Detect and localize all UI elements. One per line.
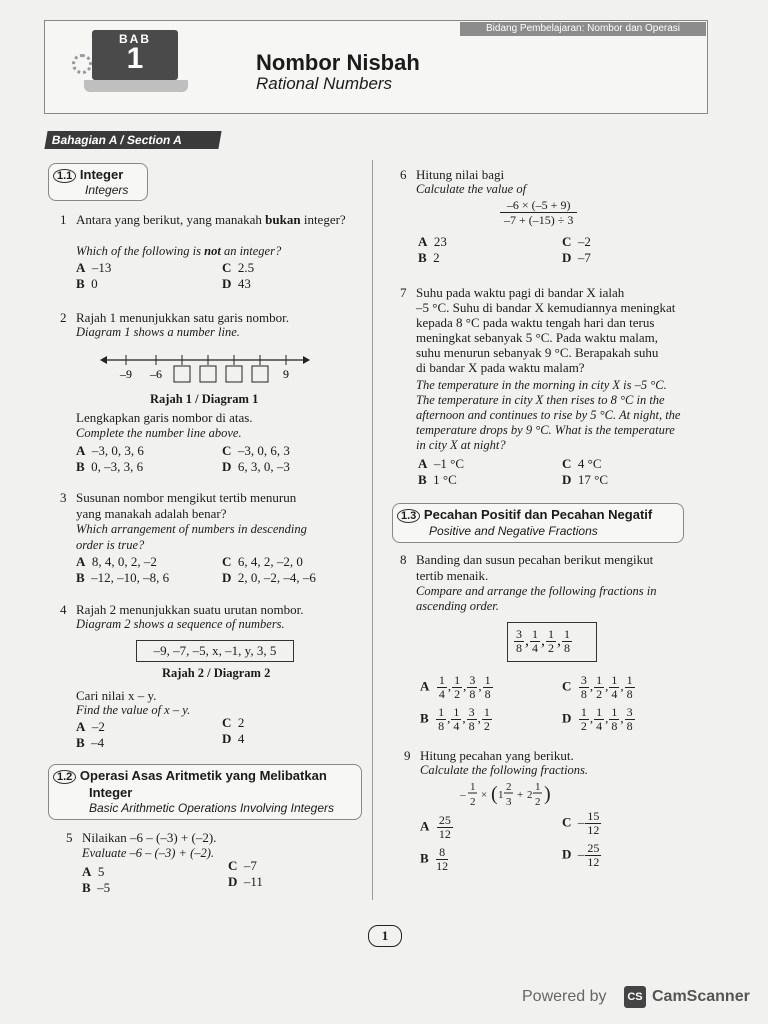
q5-option-b[interactable] [82, 880, 110, 895]
q1-en-bold: not [204, 244, 221, 258]
question-9-number: 9 [404, 748, 411, 763]
question-2-number: 2 [60, 310, 67, 325]
option-value: 4 [237, 731, 245, 746]
expression-denominator: –7 + (–15) ÷ 3 [504, 213, 574, 227]
fraction [436, 706, 446, 733]
question-2-prompt-ms: Lengkapkan garis nombor di atas. [76, 410, 253, 425]
q7-ms-line: Suhu pada waktu pagi di bandar X ialah [416, 285, 625, 300]
numerator: 3 [516, 627, 522, 641]
q9-expression [460, 778, 570, 810]
option-value: 43 [237, 276, 251, 291]
fraction [436, 846, 448, 873]
gear-icon [72, 54, 92, 74]
subtopic-number: 1.3 [397, 509, 420, 523]
learning-area-strip: Bidang Pembelajaran: Nombor dan Operasi [460, 22, 706, 36]
q7-ms-line: di bandar X pada waktu malam? [416, 360, 585, 375]
option-value: 0 [91, 276, 98, 291]
question-5-text-en: Evaluate –6 – (–3) + (–2). [82, 846, 215, 860]
fraction [514, 628, 524, 655]
option-letter: C [562, 234, 572, 249]
denominator: 4 [438, 687, 445, 701]
option-letter: B [420, 850, 429, 866]
q7-ms-line: meningkat sebanyak 5 °C. Pada waktu malam, [416, 330, 659, 345]
option-value: –4 [91, 735, 105, 750]
option-letter: D [228, 874, 238, 889]
option-letter: C [222, 260, 232, 275]
question-7-text-en [416, 378, 710, 453]
fraction [594, 674, 604, 701]
option-value: 0, –3, 3, 6 [91, 459, 144, 474]
option-letter: B [418, 472, 427, 487]
subtopic-1-2-heading [48, 764, 362, 820]
option-letter: D [562, 472, 572, 487]
option-letter: C [562, 456, 572, 471]
option-letter: A [82, 864, 92, 879]
q1-ms-a: Antara yang berikut, yang manakah [76, 212, 262, 227]
q6-option-a[interactable] [418, 234, 447, 249]
option-value: 2 [433, 250, 440, 265]
denominator: 12 [438, 827, 451, 841]
svg-text:–: – [460, 789, 466, 801]
question-7-number: 7 [400, 285, 407, 300]
numerator: 1 [580, 705, 587, 719]
numerator: 1 [438, 673, 445, 687]
fraction [625, 706, 635, 733]
q3-option-a[interactable] [76, 554, 157, 569]
section-tab: Bahagian A / Section A [44, 131, 221, 149]
q5-option-a[interactable] [82, 864, 104, 879]
numerator: 1 [454, 673, 461, 687]
question-6-text-ms: Hitung nilai bagi [416, 167, 505, 182]
question-6-text-en: Calculate the value of [416, 182, 527, 196]
subtopic-number: 1.1 [53, 169, 76, 183]
q1-option-a[interactable] [76, 260, 111, 275]
option-letter: B [76, 459, 85, 474]
q7-option-b[interactable] [418, 472, 457, 487]
question-4-prompt-ms: Cari nilai x – y. [76, 688, 157, 703]
numerator: 3 [468, 705, 475, 719]
numerator: 25 [438, 813, 451, 827]
option-letter: B [418, 250, 427, 265]
question-5-text-ms: Nilaikan –6 – (–3) + (–2). [82, 830, 217, 845]
option-letter: D [222, 276, 232, 291]
svg-text:1: 1 [535, 781, 541, 793]
svg-text:): ) [544, 783, 551, 805]
q4-option-d[interactable] [222, 731, 244, 746]
subtopic-title-en: Integers [85, 183, 129, 197]
q2-option-a[interactable] [76, 443, 144, 458]
q7-ms-line: suhu menurun sebanyak 9 °C. Berapakah suhu [416, 345, 659, 360]
option-value: 23 [433, 234, 447, 249]
nl-label: –6 [150, 367, 162, 381]
question-3-text-en-2: order is true? [76, 538, 145, 552]
fraction [452, 674, 462, 701]
option-letter: A [420, 678, 430, 694]
option-letter: C [222, 554, 232, 569]
q9-option-b[interactable] [420, 846, 449, 873]
option-letter: C [222, 715, 232, 730]
question-4-text-en: Diagram 2 shows a sequence of numbers. [76, 617, 285, 631]
option-value: –12, –10, –8, 6 [91, 570, 170, 585]
fraction [594, 706, 604, 733]
column-divider [372, 160, 373, 900]
question-8-text-ms-1: Banding dan susun pecahan berikut mengikut [416, 552, 654, 567]
q7-en-line: temperature drops by 9 °C. What is the temperature [416, 423, 675, 437]
option-letter: A [418, 456, 428, 471]
numerator: 1 [548, 627, 554, 641]
subtopic-title-ms-2: Integer [89, 785, 133, 800]
option-value: 6, 4, 2, –2, 0 [237, 554, 303, 569]
svg-text:3: 3 [506, 796, 512, 808]
option-letter: B [420, 710, 429, 726]
question-3-text-ms-1: Susunan nombor mengikut tertib menurun [76, 490, 297, 505]
denominator: 8 [580, 687, 587, 701]
option-value: –7 [577, 250, 591, 265]
diagram-2-caption: Rajah 2 / Diagram 2 [162, 666, 271, 680]
fraction [546, 628, 556, 655]
question-4-prompt-en: Find the value of x – y. [76, 703, 191, 717]
option-value: –11 [243, 874, 263, 889]
q7-ms-line: –5 °C. Suhu di bandar X kemudiannya meningkat [416, 300, 676, 315]
denominator: 8 [611, 719, 618, 733]
fraction [562, 628, 572, 655]
q7-en-line: in city X at night? [416, 438, 506, 452]
option-letter: B [76, 735, 85, 750]
option-letter: D [562, 846, 572, 862]
numerator: 3 [580, 673, 587, 687]
option-letter: B [82, 880, 91, 895]
denominator: 8 [484, 687, 491, 701]
fraction [483, 674, 493, 701]
subtopic-title-en: Positive and Negative Fractions [429, 524, 598, 538]
numerator: 3 [469, 673, 476, 687]
fraction [437, 814, 453, 841]
question-8-text-ms-2: tertib menaik. [416, 568, 489, 583]
chapter-title-en: Rational Numbers [256, 74, 393, 93]
svg-text:+: + [517, 789, 524, 801]
option-letter: C [562, 678, 572, 694]
option-letter: C [562, 814, 572, 830]
q7-ms-line: kepada 8 °C pada waktu tengah hari dan terus [416, 315, 655, 330]
option-value: 4 °C [577, 456, 602, 471]
option-value: 1 °C [433, 472, 457, 487]
question-6-number: 6 [400, 167, 407, 182]
numerator: 1 [596, 705, 603, 719]
option-letter: D [222, 570, 232, 585]
q8-option-c[interactable]: C $\frac{3}{8}$ , $\frac{1}{2}$ , $\frac{1}{4}$ , $\frac{1}{8}$ [562, 673, 633, 701]
powered-by-label: Powered by [522, 988, 607, 1005]
fraction [609, 706, 619, 733]
svg-text:2: 2 [506, 781, 512, 793]
answer-box[interactable] [174, 366, 190, 382]
denominator: 12 [587, 823, 600, 837]
option-letter: D [222, 459, 232, 474]
numerator: 1 [483, 705, 490, 719]
question-9-text-ms: Hitung pecahan yang berikut. [420, 748, 574, 763]
option-letter: A [76, 260, 86, 275]
svg-text:2: 2 [535, 796, 541, 808]
question-1-number: 1 [60, 212, 67, 227]
q8-option-d[interactable]: D $\frac{1}{2}$ , $\frac{1}{4}$ , $\frac{1}{8}$ , $\frac{3}{8}$ [562, 705, 633, 733]
question-4-number: 4 [60, 602, 67, 617]
fraction [579, 674, 589, 701]
denominator: 8 [468, 719, 475, 733]
camscanner-brand: CamScanner [652, 988, 750, 1005]
numerator: 25 [587, 841, 600, 855]
question-3-text-ms-2: yang manakah adalah benar? [76, 506, 227, 521]
q7-option-a[interactable] [418, 456, 464, 471]
q5-option-c[interactable] [228, 858, 257, 873]
option-letter: C [222, 443, 232, 458]
fraction [451, 706, 461, 733]
option-letter: D [222, 731, 232, 746]
sequence-box: –9, –7, –5, x, –1, y, 3, 5 [136, 640, 294, 662]
fraction [585, 810, 601, 837]
expression-fraction [500, 198, 577, 227]
denominator: 8 [516, 641, 522, 655]
nl-label: 9 [283, 367, 289, 381]
numerator: 1 [611, 705, 618, 719]
q1-ms-c: integer? [303, 212, 346, 227]
question-3-number: 3 [60, 490, 67, 505]
q7-en-line: The temperature in the morning in city X is –5 °C. [416, 378, 667, 392]
fraction [467, 706, 477, 733]
option-value: 2 [237, 715, 245, 730]
question-3-text-en-1: Which arrangement of numbers in descending [76, 522, 307, 536]
denominator: 8 [438, 719, 445, 733]
question-2-prompt-en: Complete the number line above. [76, 426, 242, 440]
question-2-text-ms: Rajah 1 menunjukkan satu garis nombor. [76, 310, 290, 325]
subtopic-title-ms: Pecahan Positif dan Pecahan Negatif [423, 507, 653, 522]
option-letter: D [562, 250, 572, 265]
q6-option-b[interactable] [418, 250, 440, 265]
denominator: 12 [436, 859, 449, 873]
question-2-text-en: Diagram 1 shows a number line. [76, 325, 240, 339]
subtopic-1-3-heading [392, 503, 684, 543]
fraction [530, 628, 540, 655]
answer-box[interactable] [252, 366, 268, 382]
fraction [579, 706, 589, 733]
option-value: 6, 3, 0, –3 [237, 459, 290, 474]
q6-option-c[interactable] [562, 234, 591, 249]
option-value: 8, 4, 0, 2, –2 [91, 554, 157, 569]
numerator: 1 [484, 673, 491, 687]
q2-option-b[interactable] [76, 459, 143, 474]
option-value: –13 [91, 260, 112, 275]
question-9-text-en: Calculate the following fractions. [420, 763, 589, 777]
question-8-number: 8 [400, 552, 407, 567]
q8-option-b[interactable]: B $\frac{1}{8}$ , $\frac{1}{4}$ , $\frac{3}{8}$ , $\frac{1}{2}$ [420, 705, 490, 733]
numerator: 1 [564, 627, 570, 641]
numerator: 1 [532, 627, 538, 641]
denominator: 4 [532, 641, 538, 655]
option-value: 17 °C [577, 472, 609, 487]
denominator: 2 [548, 641, 554, 655]
denominator: 12 [587, 855, 600, 869]
q1-option-b[interactable] [76, 276, 98, 291]
fraction [467, 674, 477, 701]
option-letter: B [76, 570, 85, 585]
question-4-text-ms: Rajah 2 menunjukkan suatu urutan nombor. [76, 602, 304, 617]
fractions-box [507, 622, 597, 662]
q2-option-c[interactable] [222, 443, 290, 458]
chapter-title-ms: Nombor Nisbah [256, 50, 420, 75]
option-letter: A [76, 554, 86, 569]
q3-option-c[interactable] [222, 554, 303, 569]
option-letter: B [76, 276, 85, 291]
fraction [437, 674, 447, 701]
fraction [585, 842, 601, 869]
chapter-number: 1 [126, 42, 144, 75]
option-letter: A [76, 443, 86, 458]
answer-box[interactable] [226, 366, 242, 382]
camscanner-logo-icon: CS [624, 986, 646, 1008]
option-value: –7 [243, 858, 257, 873]
subtopic-title-en: Basic Arithmetic Operations Involving Integers [89, 801, 334, 815]
q9-option-c[interactable]: C – $\frac{15}{12}$ [562, 809, 600, 837]
denominator: 4 [453, 719, 460, 733]
option-value: –3, 0, 3, 6 [91, 443, 144, 458]
q9-option-d[interactable]: D – $\frac{25}{12}$ [562, 841, 600, 869]
subtopic-number: 1.2 [53, 770, 76, 784]
q1-option-d[interactable] [222, 276, 251, 291]
option-value: –1 °C [433, 456, 465, 471]
answer-box[interactable] [200, 366, 216, 382]
numerator: 1 [438, 705, 445, 719]
numerator: 1 [453, 705, 460, 719]
laptop-base-icon [84, 80, 188, 92]
denominator: 2 [483, 719, 490, 733]
option-value: 5 [97, 864, 105, 879]
fraction [609, 674, 619, 701]
denominator: 2 [454, 687, 461, 701]
subtopic-1-1-heading [48, 163, 148, 201]
denominator: 8 [564, 641, 570, 655]
q7-en-line: The temperature in city X then rises to 8 °C in the [416, 393, 665, 407]
question-8-text-en-2: ascending order. [416, 599, 499, 613]
q3-option-b[interactable] [76, 570, 169, 585]
svg-text:2: 2 [527, 789, 533, 801]
question-7-text-ms [416, 285, 708, 375]
denominator: 2 [580, 719, 587, 733]
denominator: 2 [596, 687, 603, 701]
number-line-diagram [100, 352, 310, 388]
question-1-text-ms [76, 212, 366, 227]
option-value: 2.5 [237, 260, 255, 275]
option-letter: A [76, 719, 86, 734]
subtopic-title-ms: Operasi Asas Aritmetik yang Melibatkan [79, 768, 327, 783]
denominator: 4 [596, 719, 603, 733]
option-value: –2 [577, 234, 591, 249]
option-value: –3, 0, 6, 3 [237, 443, 290, 458]
q7-option-d[interactable] [562, 472, 608, 487]
fraction [482, 706, 492, 733]
subtopic-title-ms: Integer [79, 167, 124, 182]
option-letter: A [418, 234, 428, 249]
nl-label: –9 [120, 367, 132, 381]
q6-option-d[interactable] [562, 250, 591, 265]
fraction [625, 674, 635, 701]
q3-option-d[interactable] [222, 570, 316, 585]
denominator: 8 [626, 687, 633, 701]
q1-ms-bold: bukan [265, 212, 301, 227]
denominator: 8 [626, 719, 633, 733]
page-number: 1 [368, 925, 402, 947]
svg-text:(: ( [491, 783, 498, 805]
q1-en-a: Which of the following is [76, 244, 201, 258]
q2-option-d[interactable] [222, 459, 290, 474]
fractions-list: $\frac{3}{8}$ , $\frac{1}{4}$ , $\frac{1}{2}$ , $\frac{1}{8}$ [516, 627, 570, 655]
expression-numerator: –6 × (–5 + 9) [500, 198, 577, 213]
chapter-label: BAB [119, 32, 151, 46]
diagram-1-caption: Rajah 1 / Diagram 1 [150, 392, 259, 406]
option-letter: A [420, 818, 430, 834]
numerator: 15 [587, 809, 600, 823]
option-value: –5 [97, 880, 111, 895]
question-5-number: 5 [66, 830, 73, 845]
q4-option-b[interactable] [76, 735, 104, 750]
q1-en-c: an integer? [223, 244, 282, 258]
option-letter: D [562, 710, 572, 726]
q7-option-c[interactable] [562, 456, 602, 471]
q8-option-a[interactable]: A $\frac{1}{4}$ , $\frac{1}{2}$ , $\frac{3}{8}$ , $\frac{1}{8}$ [420, 673, 491, 701]
svg-text:1: 1 [498, 789, 504, 801]
option-letter: C [228, 858, 238, 873]
numerator: 1 [626, 673, 633, 687]
q1-option-c[interactable] [222, 260, 254, 275]
q4-option-c[interactable] [222, 715, 244, 730]
svg-text:2: 2 [470, 796, 476, 808]
q7-en-line: afternoon and continues to rise by 5 °C. At night, the [416, 408, 681, 422]
q9-option-a[interactable] [420, 814, 454, 841]
option-value: 2, 0, –2, –4, –6 [237, 570, 316, 585]
q4-option-a[interactable] [76, 719, 105, 734]
numerator: 3 [626, 705, 633, 719]
numerator: 8 [436, 846, 448, 860]
numerator: 1 [611, 673, 618, 687]
denominator: 4 [611, 687, 618, 701]
question-8-text-en-1: Compare and arrange the following fractions in [416, 584, 657, 598]
option-value: –2 [91, 719, 105, 734]
denominator: 8 [469, 687, 476, 701]
svg-text:1: 1 [470, 781, 476, 793]
question-1-text-en [76, 244, 281, 259]
svg-text:×: × [481, 789, 488, 801]
q5-option-d[interactable] [228, 874, 263, 889]
numerator: 1 [596, 673, 603, 687]
